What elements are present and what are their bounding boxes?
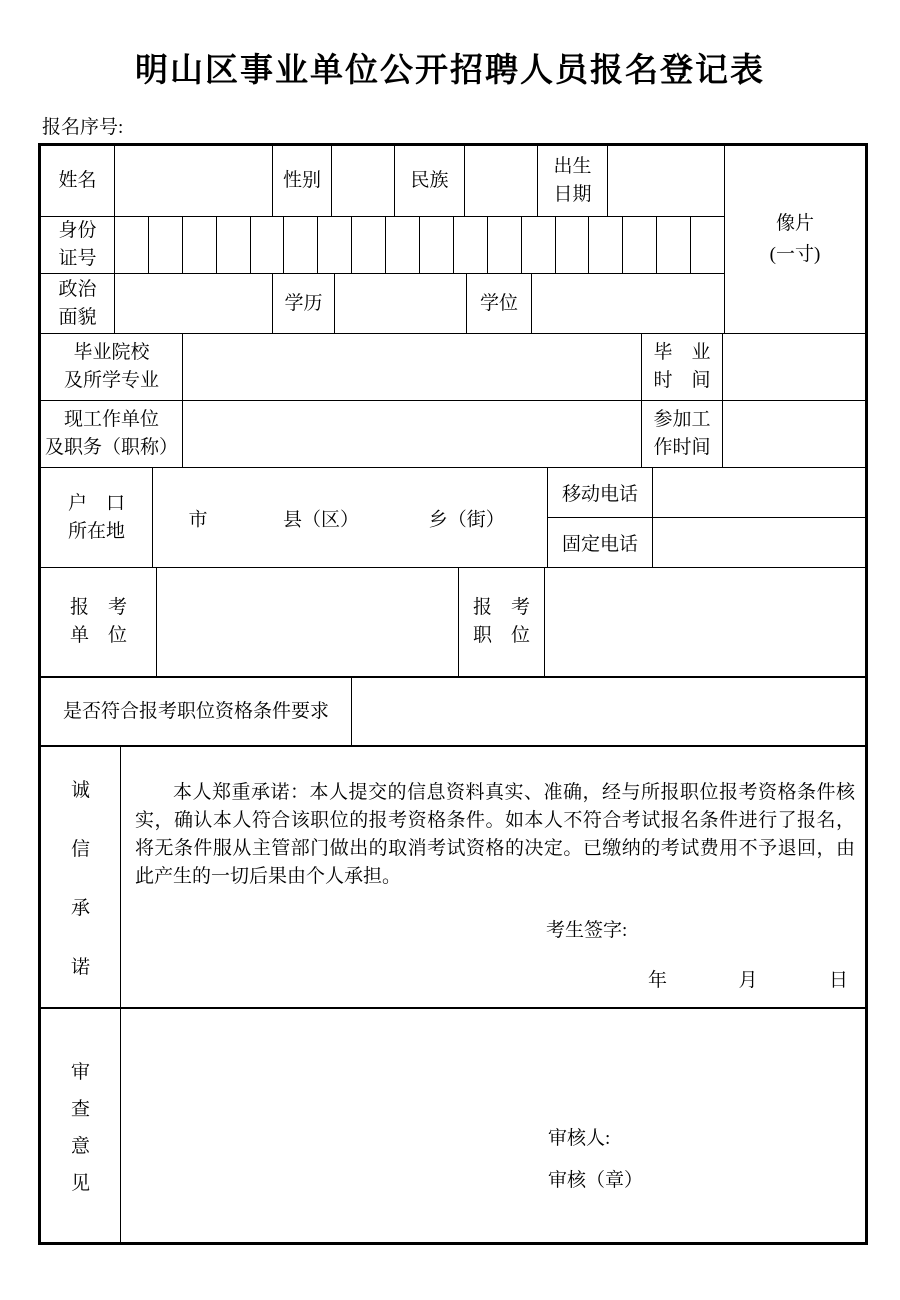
id-digit-cell[interactable] [318, 217, 352, 273]
top-band [41, 146, 865, 334]
household-town-label: 乡（街） [428, 509, 505, 530]
id-digit-cell[interactable] [691, 217, 724, 273]
vertical-label-char: 信 [70, 839, 90, 860]
date-month-label: 月 [738, 970, 758, 991]
id-digit-cell[interactable] [115, 217, 149, 273]
id-digit-cell[interactable] [251, 217, 285, 273]
apply-position-label: 报 考 职 位 [459, 568, 545, 676]
photo-label-line2: (一寸) [769, 243, 821, 265]
work-start-time-label: 参加工 作时间 [642, 401, 723, 467]
row-work-unit [41, 401, 865, 468]
gender-label: 性别 [273, 146, 332, 216]
fixed-phone-input-cell[interactable] [653, 518, 865, 567]
id-digit-cell[interactable] [657, 217, 691, 273]
id-digit-cell[interactable] [284, 217, 318, 273]
id-digit-cell[interactable] [522, 217, 556, 273]
row-qualification [41, 678, 865, 747]
ethnicity-input-cell[interactable] [465, 146, 538, 216]
vertical-label-char: 意 [70, 1135, 90, 1157]
fixed-phone-row [548, 518, 865, 567]
candidate-signature-label: 考生签字: [546, 920, 628, 941]
reviewer-label: 审核人: [548, 1128, 611, 1149]
form-title: 明山区事业单位公开招聘人员报名登记表 [135, 53, 765, 89]
photo-label-line1: 像片 [775, 213, 814, 235]
work-start-time-input-cell[interactable] [723, 401, 865, 467]
graduation-time-label: 毕 业 时 间 [642, 334, 723, 400]
vertical-label-char: 查 [70, 1098, 90, 1120]
name-input-cell[interactable] [115, 146, 273, 216]
fixed-phone-label: 固定电话 [548, 518, 653, 567]
school-major-label: 毕业院校 及所学专业 [41, 334, 183, 400]
id-number-label: 身份 证号 [41, 217, 115, 273]
qualification-input-cell[interactable] [352, 678, 865, 745]
review-content-cell[interactable] [121, 1009, 865, 1242]
apply-unit-label: 报 考 单 位 [41, 568, 157, 676]
review-vertical-label [41, 1009, 121, 1242]
work-unit-input-cell[interactable] [183, 401, 642, 467]
id-digit-cell[interactable] [420, 217, 454, 273]
apply-position-input-cell[interactable] [545, 568, 865, 676]
qualification-label: 是否符合报考职位资格条件要求 [41, 678, 352, 745]
household-location-label: 户 口 所在地 [41, 468, 153, 567]
household-city-label: 市 [188, 509, 208, 530]
mobile-phone-label: 移动电话 [548, 468, 653, 517]
vertical-label-char: 诺 [70, 957, 90, 978]
id-digit-cell[interactable] [217, 217, 251, 273]
id-digit-cell[interactable] [183, 217, 217, 273]
id-number-cells [115, 217, 724, 273]
degree-label: 学位 [467, 274, 532, 333]
birth-date-label: 出生 日期 [538, 146, 608, 216]
vertical-label-char: 诚 [70, 780, 90, 801]
serial-number-input-area[interactable] [123, 119, 243, 139]
id-digit-cell[interactable] [556, 217, 590, 273]
graduation-time-input-cell[interactable] [723, 334, 865, 400]
household-location-input-cell[interactable] [153, 468, 548, 567]
id-digit-cell[interactable] [352, 217, 386, 273]
education-label: 学历 [273, 274, 335, 333]
id-digit-cell[interactable] [149, 217, 183, 273]
row-political-education [41, 274, 724, 333]
serial-number-label: 报名序号: [42, 117, 124, 138]
education-input-cell[interactable] [335, 274, 467, 333]
row-household-phone [41, 468, 865, 568]
date-day-label: 日 [828, 970, 848, 991]
political-status-label: 政治 面貌 [41, 274, 115, 333]
mobile-phone-row [548, 468, 865, 518]
gender-input-cell[interactable] [332, 146, 395, 216]
signature-date-line [648, 965, 848, 992]
vertical-label-char: 审 [70, 1061, 90, 1083]
commitment-body-text: 本人郑重承诺：本人提交的信息资料真实、准确，经与所报职位报考资格条件核实，确认本人符合该职位的报考资格条件。如本人不符合考试报名条件进行了报名，将无条件服从主管部门做出的取消考试资格的决定。已缴纳的考试费用不予退回，由此产生的一切后果由个人承担。 [135, 782, 855, 887]
row-review [41, 1009, 865, 1242]
row-school [41, 334, 865, 401]
id-digit-cell[interactable] [454, 217, 488, 273]
registration-table [38, 143, 868, 1245]
top-left-block [41, 146, 724, 333]
ethnicity-label: 民族 [395, 146, 465, 216]
household-county-label: 县（区） [283, 509, 360, 530]
phone-block [548, 468, 865, 567]
vertical-label-char: 承 [70, 898, 90, 919]
id-digit-cell[interactable] [623, 217, 657, 273]
vertical-label-char: 见 [70, 1172, 90, 1194]
mobile-phone-input-cell[interactable] [653, 468, 865, 517]
name-label: 姓名 [41, 146, 115, 216]
row-apply [41, 568, 865, 678]
id-digit-cell[interactable] [589, 217, 623, 273]
row-commitment [41, 747, 865, 1009]
birth-date-input-cell[interactable] [608, 146, 724, 216]
serial-number-row [42, 112, 243, 139]
work-unit-label: 现工作单位 及职务（职称） [41, 401, 183, 467]
date-year-label: 年 [648, 970, 668, 991]
id-digit-cell[interactable] [386, 217, 420, 273]
commitment-content [121, 747, 865, 1007]
degree-input-cell[interactable] [532, 274, 724, 333]
id-digit-cell[interactable] [488, 217, 522, 273]
row-basic-info [41, 146, 724, 217]
school-major-input-cell[interactable] [183, 334, 642, 400]
political-status-input-cell[interactable] [115, 274, 273, 333]
row-id-number [41, 217, 724, 274]
commitment-vertical-label [41, 747, 121, 1007]
apply-unit-input-cell[interactable] [157, 568, 459, 676]
photo-box [724, 146, 865, 333]
review-seal-label: 审核（章） [548, 1170, 644, 1191]
